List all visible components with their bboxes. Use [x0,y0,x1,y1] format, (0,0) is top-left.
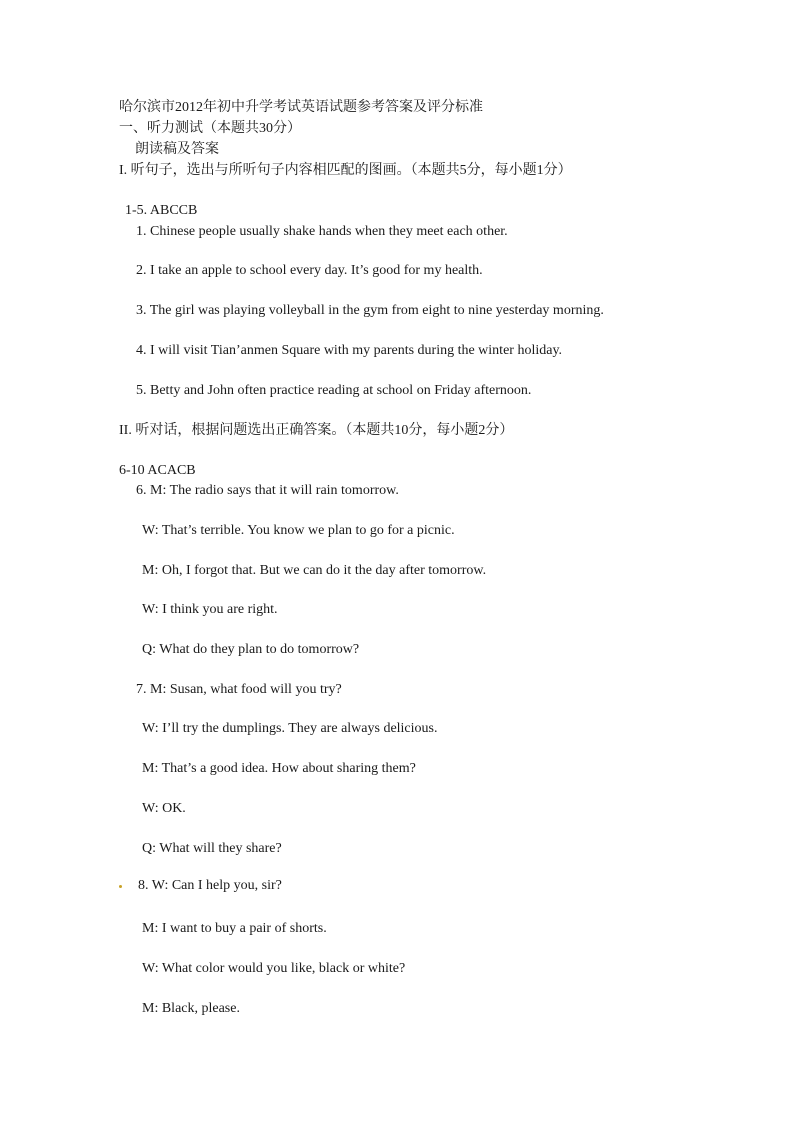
subsection-heading: 朗读稿及答案 [135,142,219,157]
dialogue-line: Q: What do they plan to do tomorrow? [142,642,360,657]
dialogue-line: M: I want to buy a pair of shorts. [142,921,327,936]
part-two-heading: II. 听对话，根据问题选出正确答案。（本题共10分，每小题2分） [119,423,514,438]
dialogue-line: M: Black, please. [142,1001,240,1016]
document-title: 哈尔滨市2012年初中升学考试英语试题参考答案及评分标准 [119,100,483,115]
dialogue-line: W: What color would you like, black or white? [142,961,406,976]
dialogue-line: 6. M: The radio says that it will rain tomorrow. [136,483,399,498]
section-one-heading: 一、听力测试（本题共30分） [119,121,301,136]
dialogue-line: 8. W: Can I help you, sir? [138,878,282,893]
sentence-item: 3. The girl was playing volleyball in the gym from eight to nine yesterday morning. [136,303,604,318]
bullet-mark [119,885,122,888]
part-one-answers: 1-5. ABCCB [125,203,198,218]
dialogue-line: W: OK. [142,801,186,816]
part-one-heading: I. 听句子，选出与所听句子内容相匹配的图画。（本题共5分，每小题1分） [119,163,572,178]
part-two-answers: 6-10 ACACB [119,463,196,478]
dialogue-line: W: I’ll try the dumplings. They are always delicious. [142,721,438,736]
sentence-item: 2. I take an apple to school every day. It’s good for my health. [136,263,483,278]
sentence-item: 1. Chinese people usually shake hands when they meet each other. [136,224,508,239]
dialogue-line: M: That’s a good idea. How about sharing them? [142,761,416,776]
dialogue-line: W: That’s terrible. You know we plan to go for a picnic. [142,523,455,538]
dialogue-line: 7. M: Susan, what food will you try? [136,682,342,697]
sentence-item: 4. I will visit Tian’anmen Square with my parents during the winter holiday. [136,343,563,358]
dialogue-line: W: I think you are right. [142,602,278,617]
sentence-item: 5. Betty and John often practice reading at school on Friday afternoon. [136,383,532,398]
dialogue-line: M: Oh, I forgot that. But we can do it the day after tomorrow. [142,563,487,578]
dialogue-line: Q: What will they share? [142,841,282,856]
